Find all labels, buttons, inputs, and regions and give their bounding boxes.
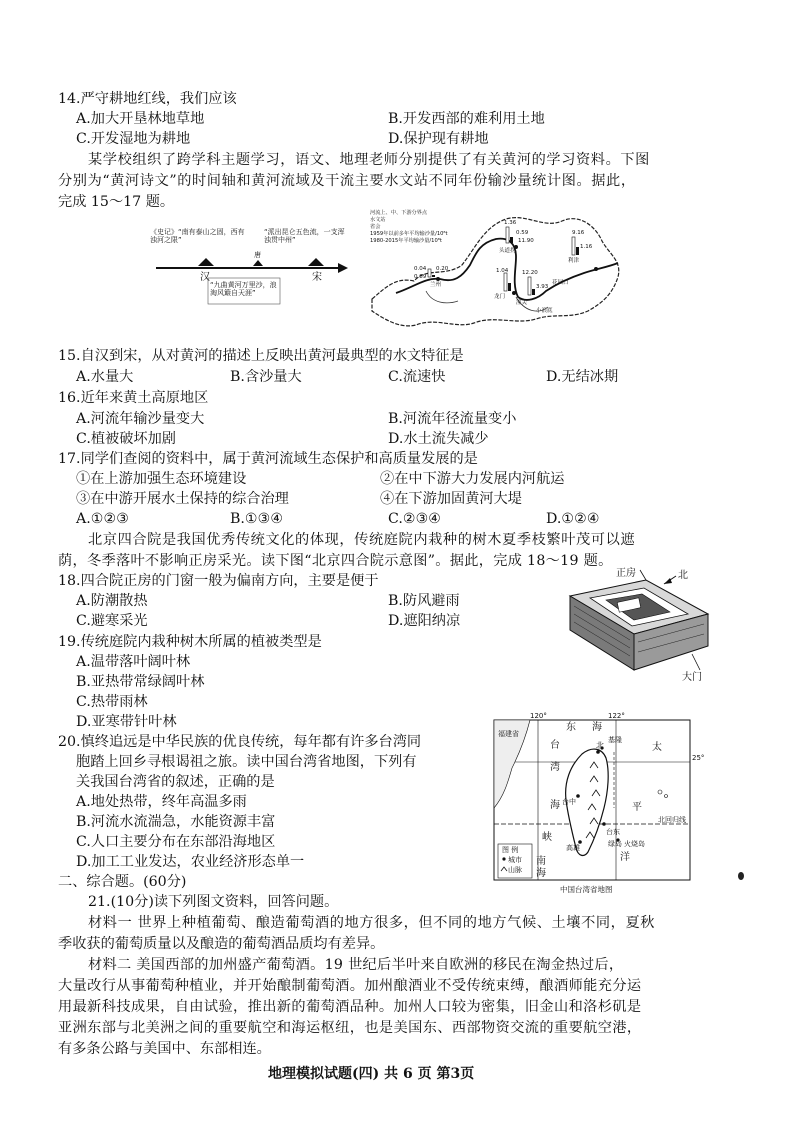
q14-option-c: C.开发湿地为耕地 [76,131,191,147]
q15-option-d: D.无结冰期 [546,369,619,385]
q20-option-c: C.人口主要分布在东部沿海地区 [76,834,276,850]
value-7: 1.16 [580,244,593,250]
value-4: 0.59 [516,230,529,236]
q20-line3: 关我国台湾省的叙述，正确的是 [76,774,275,790]
q17-option-a: A.①②③ [76,511,129,527]
legend-item-pre1959: 1959年以前多年平均输沙量/10⁸t [370,231,448,237]
intro15-line3: 完成 15～17 题。 [58,194,175,210]
taiwan-map-label-taibei: 北 [596,741,604,750]
taiwan-map-label-hai2: 海 [550,800,560,811]
taiwan-map-label-wan: 湾 [550,762,560,773]
taiwan-map-legend-city: 城市 [508,856,522,864]
taiwan-map-label-lvdao: 绿岛 [608,840,622,848]
intro18-line2: 荫，冬季落叶不影响正房采光。读下图“北京四合院示意图”。据此，完成 18～19 题。 [58,553,613,569]
taiwan-map-label-nan: 南 [536,856,546,867]
station-huayuankou: 花园口 [552,280,569,286]
value-2: 0.89 [414,274,427,280]
legend-item-1980-2015: 1980-2015年平均输沙量/10⁸t [370,238,442,244]
timeline-quote-bottom: “九曲黄河万里沙，浪淘风簸自天涯” [210,281,277,297]
courtyard-label-north: 北 [678,570,688,581]
courtyard-label-main-house: 正房 [616,568,636,579]
material2-line5: 有多条公路与美国中、东部相连。 [58,1041,271,1057]
station-lanzhou: 兰州 [430,282,442,288]
material1-line1: 材料一 世界上种植葡萄、酿造葡萄酒的地方很多，但不同的地方气候、土壤不同，夏秋 [88,915,656,931]
station-xiaolangdi: 小浪底 [536,308,553,314]
courtyard-label-gate: 大门 [682,672,702,683]
q19-option-d: D.亚寒带针叶林 [76,714,177,730]
tang-marker [253,260,263,266]
q16-option-c: C.植被破坏加剧 [76,431,176,447]
q15-option-b: B.含沙量大 [230,369,302,385]
q21-stem: 21.(10分)读下列图文资料，回答问题。 [88,894,339,910]
q19-option-b: B.亚热带常绿阔叶林 [76,674,205,690]
q19-option-a: A.温带落叶阔叶林 [76,654,191,670]
material2-line4: 亚洲东部与北美洲之间的重要航空和海运枢纽，也是美国东、西部物资交流的重要航空港， [58,1020,642,1036]
station-tongguan: 潼关 [516,300,528,306]
q20-line1: 20.慎终追远是中华民族的优良传统，每年都有许多台湾同 [58,734,422,750]
intro15-line1: 某学校组织了跨学科主题学习，语文、地理老师分别提供了有关黄河的学习资料。下图 [88,152,650,168]
value-9: 3.93 [536,284,549,290]
q15-stem: 15.自汉到宋，从对黄河的描述上反映出黄河最典型的水文特征是 [58,348,464,364]
q14-option-b: B.开发西部的难利用土地 [388,111,545,127]
taiwan-map-label-xia: 峡 [542,832,552,843]
q20-option-b: B.河流水流湍急，水能资源丰富 [76,814,276,830]
q16-option-a: A.河流年输沙量变大 [76,411,205,427]
q17-option-d: D.①②④ [546,511,600,527]
intro18-line1: 北京四合院是我国优秀传统文化的体现，传统庭院内栽种的树木夏季枝繁叶茂可以遮 [88,532,636,548]
q17-item-1: ①在上游加强生态环境建设 [76,471,247,487]
yellow-river-sediment-map [366,207,630,337]
q15-option-c: C.流速快 [388,369,446,385]
material2-line2: 大量改行从事葡萄种植业，并开始酿制葡萄酒。加州酿酒业不受传统束缚，酿酒师能充分运 [58,978,642,994]
taiwan-map-label-ping: 平 [632,802,642,813]
siheyuan-figure [560,566,712,690]
q14-option-a: A.加大开垦林地草地 [76,111,205,127]
taiwan-map-label-yang: 洋 [620,852,630,863]
taiwan-map-label-hai3: 海 [536,868,546,879]
material2-line1: 材料二 美国西部的加州盛产葡萄酒。19 世纪后半叶来自欧洲的移民在淘金热过后， [88,957,624,973]
taiwan-map-label-taidong: 台东 [606,828,620,836]
value-0: 0.04 [414,266,427,272]
taiwan-map-label-tai: 台 [550,740,560,751]
q16-option-b: B.河流年径流量变小 [388,411,517,427]
timeline-figure [150,222,350,322]
value-8: 12.20 [522,270,538,276]
taiwan-map-label-huoshaodao: 火烧岛 [624,840,645,848]
legend-item-divide: 河流上、中、下游分界点 [370,210,428,216]
q18-option-a: A.防潮散热 [76,593,148,609]
q17-stem: 17.同学们查阅的资料中，属于黄河流域生态保护和高质量发展的是 [58,451,478,467]
timeline-label-tang: 唐 [254,251,261,259]
material1-line2: 季收获的葡萄质量以及酿造的葡萄酒品质均有差异。 [58,936,385,952]
taiwan-map-legend-title: 图 例 [502,846,519,854]
taiwan-map-label-tropic: 北回归线 [658,816,686,824]
intro15-line2: 分别为“黄河诗文”的时间轴和黄河流域及干流主要水文站不同年份输沙量统计图。据此， [58,173,636,189]
q18-stem: 18.四合院正房的门窗一般为偏南方向，主要是便于 [58,573,379,589]
taiwan-map-legend-mountain: 山脉 [508,866,522,874]
taiwan-map-caption: 中国台湾省地图 [560,885,613,894]
q17-item-2: ②在中下游大力发展内河航运 [380,471,565,487]
taiwan-map-lon-120: 120° [530,712,547,720]
timeline-label-song: 宋 [312,272,322,283]
taiwan-map-label-gaoxiong: 高雄 [566,844,580,852]
legend-item-station: 水文站 [370,217,386,223]
q14-option-d: D.保护现有耕地 [388,131,489,147]
value-10: 1.04 [496,268,509,274]
q16-option-d: D.水土流失减少 [388,431,489,447]
taiwan-map-label-tai-ocean: 太 [652,742,662,753]
q18-option-b: B.防风避雨 [388,593,460,609]
song-marker [308,258,324,266]
station-toudaoguai: 头道拐 [499,248,516,254]
q15-option-a: A.水量大 [76,369,134,385]
timeline-quote-left: 《史记》“南有泰山之固，西有浊河之限” [150,228,245,244]
value-6: 9.16 [572,230,585,236]
value-5: 11.90 [518,238,534,244]
material2-line3: 用最新科技成果，自由试验，推出新的葡萄酒品种。加州人口较为密集，旧金山和洛杉矶是 [58,999,642,1015]
q19-option-c: C.热带雨林 [76,694,148,710]
q14-stem: 14.严守耕地红线，我们应该 [58,91,237,107]
taiwan-map-label-dong: 东 [566,722,576,733]
station-longmen: 龙门 [494,294,506,300]
taiwan-map-lon-122: 122° [608,712,625,720]
legend-item-capital: 省会 [370,224,381,230]
q17-item-3: ③在中游开展水土保持的综合治理 [76,491,289,507]
ink-dot [738,872,744,880]
q18-option-c: C.避寒采光 [76,613,148,629]
value-3: 1.36 [504,220,517,226]
q16-stem: 16.近年来黄土高原地区 [58,390,209,406]
taiwan-map [490,712,710,898]
q20-option-d: D.加工工业发达，农业经济形态单一 [76,854,305,870]
taiwan-map-label-fujian: 福建省 [498,730,519,738]
q20-line2: 胞踏上回乡寻根谒祖之旅。读中国台湾省地图，下列有 [76,754,417,770]
han-marker [198,258,214,266]
q17-option-c: C.②③④ [388,511,442,527]
q19-stem: 19.传统庭院内栽种树木所属的植被类型是 [58,634,322,650]
timeline-label-han: 汉 [200,272,210,283]
station-lijin: 利津 [568,258,580,264]
value-1: 0.20 [436,266,449,272]
map-legend [370,210,448,245]
section2-title: 二、综合题。(60分) [58,874,187,890]
taiwan-map-label-hai1: 海 [592,722,602,733]
timeline-quote-right: “派出昆仑五色流，一支浑浊贯中州” [264,228,345,244]
q17-option-b: B.①③④ [230,511,284,527]
taiwan-map-label-taizhong: 台中 [562,798,576,806]
q17-item-4: ④在下游加固黄河大堤 [380,491,522,507]
taiwan-map-lat-25: 25° [692,754,705,762]
page-footer: 地理模拟试题(四) 共 6 页 第3页 [268,1066,475,1082]
q20-option-a: A.地处热带，终年高温多雨 [76,794,247,810]
q18-option-d: D.遮阳纳凉 [388,613,461,629]
taiwan-map-label-jilong: 基隆 [608,736,622,744]
